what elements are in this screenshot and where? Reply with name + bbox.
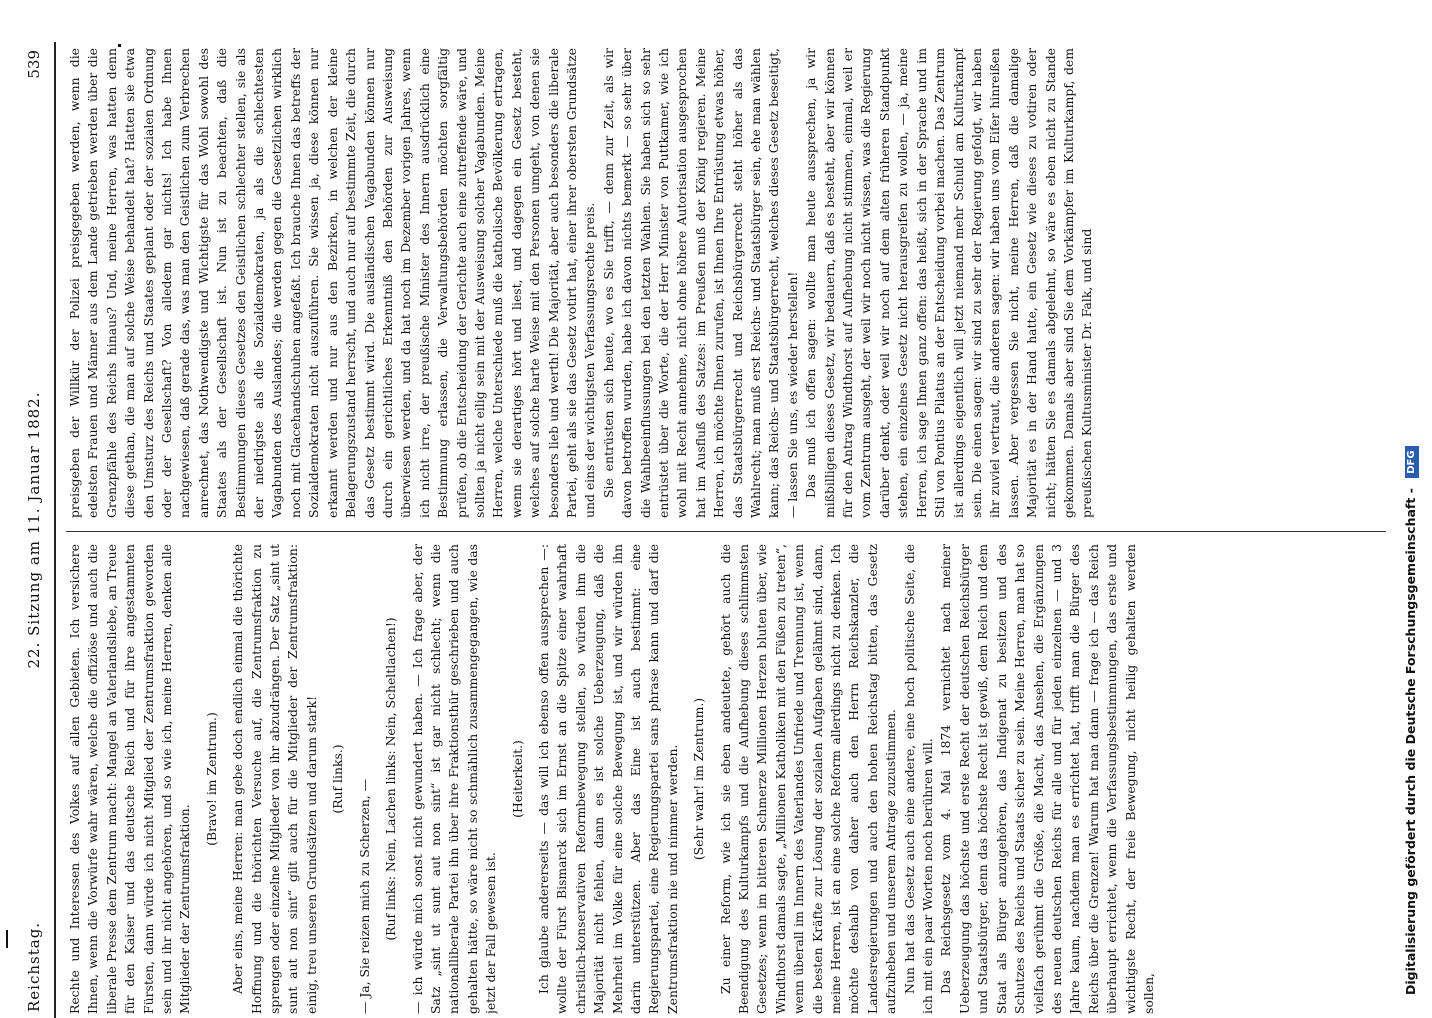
paragraph: — ich würde mich sonst nicht gewundert haben. — Ich frage aber, der Satz „sint ut sunt aut non sint“ ist gar nicht schlecht; wenn die nationalliberale Partei ihn über ihre Fraktionsthür geschrieben und auch gehalten hätte, so wäre nicht so schmählich zusammengegangen, wie das jetzt der Fall gewesen ist. bbox=[409, 544, 499, 1014]
paragraph: — Ja, Sie reizen mich zu Scherzen, — bbox=[356, 778, 372, 1014]
running-head-left: Reichstag. bbox=[25, 921, 43, 1012]
digitization-credit-text: Digitalisierung gefördert durch die Deutsche Forschungsgemeinschaft - bbox=[1403, 488, 1418, 995]
document-page bbox=[14, 42, 1402, 1018]
paragraph: Ich glaube andererseits — das will ich ebenso offen aussprechen —: wollte der Fürst Bismarck sich im Ernst an die Spitze einer wahrhaft christlich-konservativen Reformbewegung stellen, so würden ihm die Majorität nicht fehlen, dann es ist solche Ueberzeugung, daß die Mehrheit im Volke für eine solche Bewegung ist, und wir würden ihn darin unterstützen. Aber das Eine ist auch bestimmt: eine Regierungspartei, eine Regierungspartei sans phrase kann und darf die Zentrumsfraktion nie und nimmer werden. bbox=[535, 544, 680, 1014]
scan-edge-mark bbox=[6, 930, 8, 948]
paragraph: Aber eins, meine Herren: man gebe doch endlich einmal die thörichte Hoffnung und die thörichten Versuche auf, die Zentrumsfraktion zu sprengen oder einzelne Mitglieder von ihr abzudrängen. Der Satz „sint ut sunt aut non sint“ gilt auch für die Mitglieder der Zentrumsfraktion: einig, treu unseren Grundsätzen und darum stark! bbox=[230, 544, 319, 1014]
left-text-column bbox=[66, 544, 1386, 1014]
paragraph: Nun hat das Gesetz auch eine andere, eine hoch politische Seite, die ich mit ein paar Worten noch berühren will. bbox=[901, 544, 936, 1014]
interjection: (Ruf links: Nein, Lachen links: Nein, Scheltlachen!) bbox=[383, 617, 399, 941]
scan-speck bbox=[118, 44, 121, 47]
paragraph: Zu einer Reform, wie ich sie eben andeutete, gehört auch die Beendigung des Kulturkampfs und die Aufhebung dieses schlimmsten Gesetzes; wenn im bitteren Schmerze Millionen Herzen bluten über, wie Windthorst damals sagte, „Millionen Katholiken mit den Füßen zu treten“, wenn überall im Innern des Vaterlandes Unfriede und Trennung ist, wenn die besten Kräfte zur Lösung der sozialen Aufgaben gelähmt sind, dann, meine Herren, ist an eine solche Reform allerdings nicht zu denken. Ich möchte deshalb von daher auch den Herrn Reichskanzler, die Landesregierungen und auch den hohen Reichstag bitten, das Gesetz aufzuheben und unserem Antrage zuzustimmen. bbox=[717, 544, 899, 1014]
column-divider bbox=[66, 531, 1386, 532]
page-header bbox=[14, 42, 56, 1018]
paragraph: preisgeben der Willkür der Polizei preisgegeben werden, wenn die edelsten Frauen und Männer aus dem Lande getrieben werden über die Grenzpfähle des Reichs hinaus? Und, meine Herren, was hatten denn diese gethan, die man auf solche Weise behandelt hat? Hatten sie etwa den Umsturz des Reichs und Staates geplant oder der sozialen Ordnung oder der Gesellschaft? Von alledem gar nichts! Ich habe Ihnen nachgewiesen, daß gerade das, was man den Geistlichen zum Verbrechen anrechnet, das Nothwendigste und Wichtigste für das Wohl sowohl des Staates als der Gesellschaft ist. Nun ist zu beachten, daß die Bestimmungen dieses Gesetzes den Geistlichen schlechter stellen, sie als der niedrigste als die Sozialdemokraten, ja als die schlechtesten Vagabunden des Auslandes; die werden gegen die Gesetzlichen wirklich noch mit Glacehandschuhen angefaßt. Ich brauche Ihnen das betreffs der Sozialdemokraten nicht auszuführen. Sie wissen ja, diese können nur erkannt werden und nur aus den Bezirken, in welchen der kleine Belagerungszustand herrscht, und auch nur auf bestimmte Zeit, die durch das Gesetz bestimmt wird. Die ausländischen Vagabunden können nur durch ein gerichtliches Erkenntniß den Behörden zur Ausweisung überwiesen werden, und da hat noch im Dezember vorigen Jahres, wenn ich nicht irre, der preußische Minister des Innern ausdrücklich eine Bestimmung erlassen, die Verwaltungsbehörden möchten sorgfältig prüfen, ob die Entscheidung der Gerichte auch eine zutreffende wäre, und sollten ja nicht eilig sein mit der Ausweisung solcher Vagabunden. Meine Herren, welche Unterschiede muß die katholische Bevölkerung ertragen, wenn sie derartiges hört und liest, und dagegen ein Gesetz besteht, welches auf solche harte Weise mit den Personen umgeht, von denen sie besonders lieb und werth! Die Majorität, aber auch besonders die liberale Partei, geht als sie das Gesetz votirt hat, einer ihrer obersten Grundsätze und eins der wichtigsten Verfassungsrechte preis. bbox=[67, 48, 598, 518]
page-number: 539 bbox=[25, 50, 43, 79]
paragraph: Das muß ich offen sagen: wollte man heute aussprechen, ja wir mißbilligen dieses Gesetz, wir bedauern, daß es besteht, aber wir können für den Antrag Windthorst auf Aufhebung nicht stimmen, einmal, weil er vom Zentrum ausgeht, der weil wir noch nicht wissen, was die Regierung darüber denkt, oder weil wir noch auf dem alten früheren Standpunkt stehen, ein einzelnes Gesetz nicht herausgreifen zu wollen, — ja, meine Herren, ich sage Ihnen ganz offen: das heißt, sich in der Sprache und im Stil von Pontius Pilatus an der Entscheidung vorbei machen. Das Zentrum ist allerdings eigentlich will jetzt niemand mehr Schuld am Kulturkampf sein. Die einen sagen: wir sind zu sehr der Regierung gefolgt, wir haben ihr zuviel vertraut, die anderen sagen: wir haben uns vom Eifer hinreißen lassen. Aber vergessen Sie nicht, meine Herren, daß die damalige Majorität es in der Hand hatte, ein Gesetz wie dieses zu votiren oder nicht; hätten Sie es damals abgelehnt, so wäre es eben nicht zu Stande gekommen. Damals aber sind Sie dem Vorkämpfer im Kulturkampf, dem preußischen Kultusminister Dr. Falk, und sind bbox=[803, 48, 1095, 518]
paragraph: Rechte und Interessen des Volkes auf allen Gebieten. Ich versichere Ihnen, wenn die Vorwürfe wahr wären, welche die offiziöse und auch die liberale Presse dem Zentrum macht: Mangel an Vaterlandsliebe, an Treue für den Kaiser und das deutsche Reich und für ihre angestammten Fürsten, dann würde ich nicht Mitglied der Zentrumsfraktion geworden sein und ihr nicht angehören, und so wie ich, meine Herren, denken alle Mitglieder der Zentrumsfraktion. bbox=[67, 544, 193, 1014]
right-text-column bbox=[66, 48, 1386, 518]
dfg-logo: DFG bbox=[1405, 446, 1419, 477]
running-head-title: 22. Sitzung am 11. Januar 1882. bbox=[25, 391, 43, 669]
interjection: (Bravo! im Zentrum.) bbox=[203, 712, 219, 846]
paragraph: Das Reichsgesetz vom 4. Mai 1874 vernichtet nach meiner Ueberzeugung das höchste und erste Recht der deutschen Reichsbürger und Staatsbürger, denn das höchste Recht ist gewiß, dem Reich und dem Staat als Bürger anzugehören, das Indigenat zu besitzen und des Schutzes des Reichs und Staats sicher zu sein. Meine Herren, man hat so vielfach gerühmt die Größe, die Macht, das Ansehen, die Ergänzungen des neuen deutschen Reichs für alle und für jeden einzelnen — und 3 Jahre kaum, nachdem man es errichtet hat, trifft man die Bürger des Reichs über die Grenzen! Warum hat man dann — frage ich — das Reich überhaupt errichtet, wenn die Verfassungsbestimmungen, das erste und wichtigste Recht, der freie Bewegung, nicht heilig gehalten werden sollen, bbox=[938, 544, 1156, 1014]
digitization-credit bbox=[1396, 5, 1426, 995]
interjection: (Sehr wahr! im Zentrum.) bbox=[691, 697, 707, 861]
paragraph: Sie entrüsten sich heute, wo es Sie trifft, — denn zur Zeit, als wir davon betroffen wurden, habe ich davon nichts bemerkt — so sehr über die Wahlbeeinflussungen bei den letzten Wahlen. Sie haben sich so sehr entrüstet über die Worte, die der Herr Minister von Puttkamer, wie ich wohl mit Recht annehme, nicht ohne höhere Autorisation ausgesprochen hat im Ausfluß des Satzes: im Preußen muß der König regieren. Meine Herren, ich möchte Ihnen zurufen, ist Ihnen Ihre Entrüstung etwas höher, das Staatsbürgerrecht und Reichsbürgerrecht steht höher als das Wahlrecht; man muß erst Reichs- und Staatsbürger sein, ehe man wählen kann; das Reichs- und Staatsbürgerrecht, welches dieses Gesetz beseitigt, — lassen Sie uns, es wieder herstellen! bbox=[600, 48, 800, 518]
interjection: (Heiterkeit.) bbox=[509, 740, 525, 818]
interjection: (Ruf links.) bbox=[330, 744, 346, 814]
